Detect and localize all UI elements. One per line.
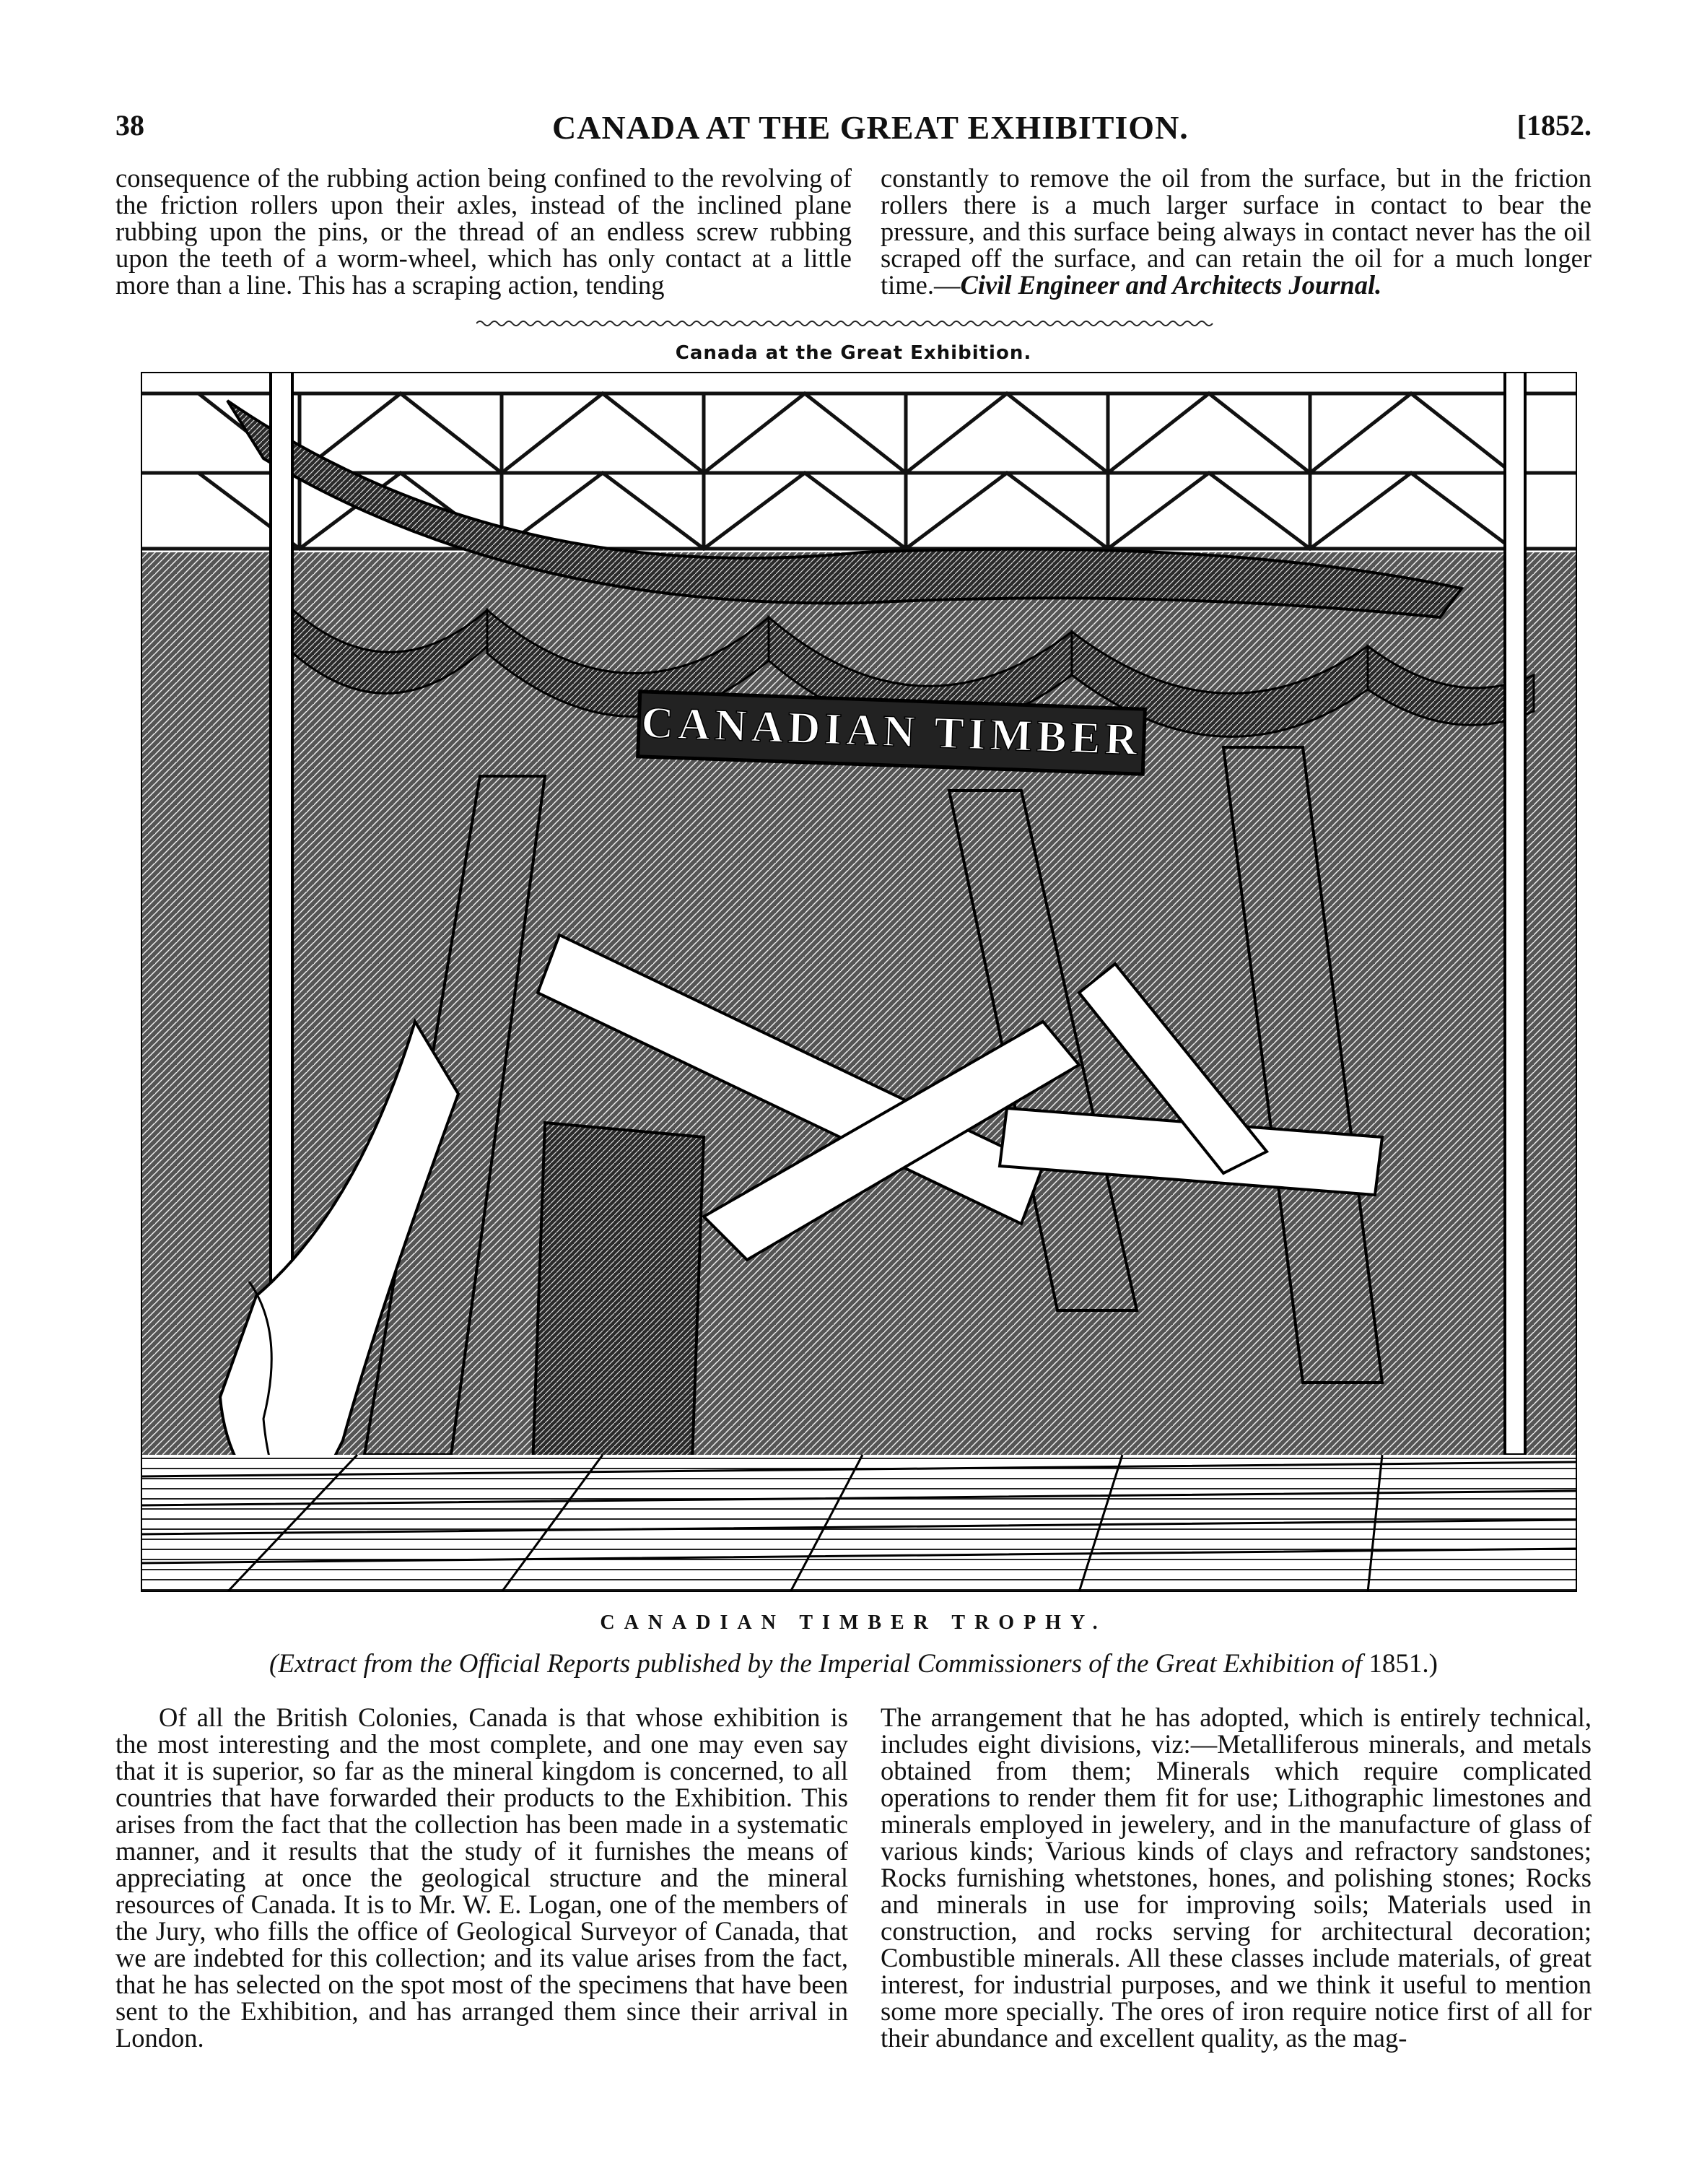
extract-note [0, 1648, 1707, 1679]
article-right-column: The arrangement that he has adopted, which is entirely technical, includes eight divisions, viz:—Metalliferous minerals, and metals obtained from them; Minerals which require complicated operations to render them fit for use; Lithographic limestones and minerals employed in jewelery, and in the manufacture of glass of various kinds; Various kinds of clays and refractory sandstones; Rocks furnishing whetstones, hones, and polishing stones; Rocks and minerals in use for improving soils; Materials used in construction, and rocks serving for architectural decoration; Combustible minerals. All these classes include materials, of great interest, for industrial purposes, and we think it useful to mention some more specially. The ores of iron require notice first of all for their abundance and excellent quality, as the mag- [881, 1704, 1592, 2053]
running-head [115, 108, 1592, 152]
article-left-column: Of all the British Colonies, Canada is that whose exhibition is the most interesting and the most complete, and one may even say that it is superior, so far as the mineral kingdom is concerned, to all countries that have forwarded their products to the Exhibition. This arises from the fact that the collection has been made in a systematic manner, and it results that the study of it furnishes the means of appreciating at once the geological structure and the mineral resources of Canada. It is to Mr. W. E. Logan, one of the members of the Jury, who fills the office of Geological Surveyor of Canada, that we are indebted for this collection; and its value arises from the fact, that he has selected on the spot most of the specimens that have been sent to the Exhibition, and has arranged them since their arrival in London. [115, 1704, 848, 2053]
running-title: CANADA AT THE GREAT EXHIBITION. [552, 109, 1189, 146]
canadian-timber-trophy-engraving [141, 372, 1577, 1592]
extract-note-text: (Extract from the Official Reports published by the Imperial Commissioners of the Great Exhibition of [269, 1649, 1363, 1679]
figure-title: Canada at the Great Exhibition. [675, 342, 1032, 364]
top-article-left-column: consequence of the rubbing action being confined to the revolving of the friction rollers upon their axles, instead of the inclined plane rubbing upon the pins, or the thread of an endless screw rubbing upon the teeth of a worm-wheel, which has only contact at a little more than a line. This has a scraping action, tending [115, 165, 852, 300]
sign-text: CANADIAN TIMBER [640, 697, 1143, 765]
figure-caption: CANADIAN TIMBER TROPHY. [600, 1611, 1107, 1634]
top-article-right-text: constantly to remove the oil from the surface, but in the friction rollers there is a much larger surface in contact to bear the pressure, and this surface being always in contact never has the oil scraped off the surface, and can retain the oil for a much longer time.— [881, 165, 1592, 300]
extract-note-year: 1851.) [1368, 1649, 1438, 1679]
top-article-right-column [881, 165, 1592, 309]
top-article-source: Civil Engineer and Architects Journal. [960, 270, 1382, 300]
page-number: 38 [115, 109, 144, 142]
wavy-divider [476, 318, 1227, 329]
running-year: [1852. [1516, 109, 1592, 142]
